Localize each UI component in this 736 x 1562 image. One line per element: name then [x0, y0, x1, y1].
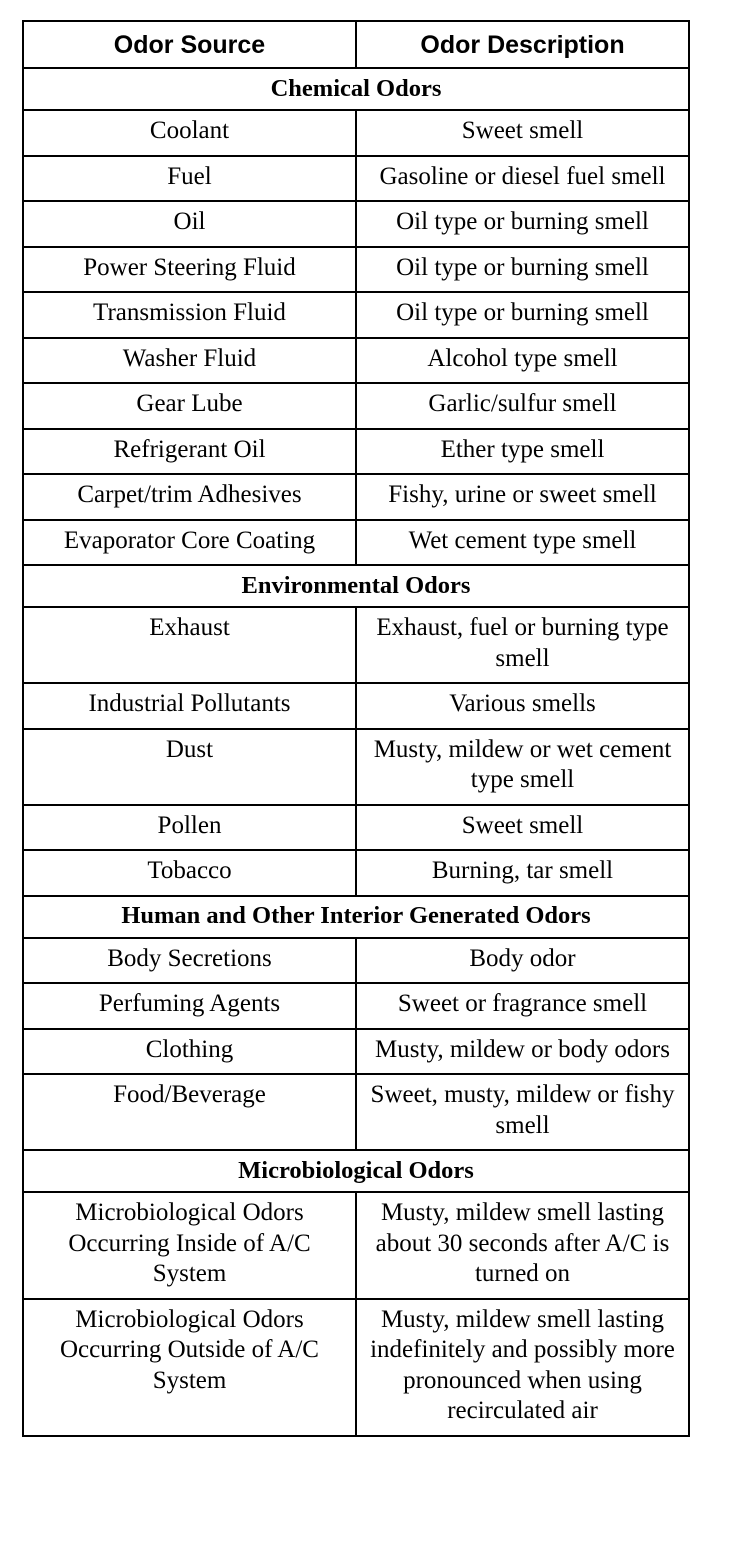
table-row	[23, 156, 689, 202]
odor-description-cell: Sweet or fragrance smell	[356, 983, 689, 1029]
odor-source-cell: Microbiological Odors Occurring Inside of A/C System	[23, 1192, 356, 1299]
odor-source-cell: Industrial Pollutants	[23, 683, 356, 729]
odor-source-cell: Carpet/trim Adhesives	[23, 474, 356, 520]
odor-description-cell: Burning, tar smell	[356, 850, 689, 896]
table-row	[23, 1029, 689, 1075]
odor-source-cell: Dust	[23, 729, 356, 805]
section-title: Chemical Odors	[23, 68, 689, 110]
header-odor-description: Odor Description	[356, 21, 689, 68]
odor-source-cell: Oil	[23, 201, 356, 247]
section-title: Microbiological Odors	[23, 1150, 689, 1192]
odor-source-cell: Transmission Fluid	[23, 292, 356, 338]
odor-description-cell: Exhaust, fuel or burning type smell	[356, 607, 689, 683]
table-row	[23, 429, 689, 475]
odor-source-cell: Evaporator Core Coating	[23, 520, 356, 566]
odor-table	[22, 20, 690, 1437]
odor-source-cell: Refrigerant Oil	[23, 429, 356, 475]
odor-description-cell: Sweet smell	[356, 805, 689, 851]
table-row	[23, 805, 689, 851]
table-row	[23, 1299, 689, 1436]
table-row	[23, 247, 689, 293]
odor-description-cell: Oil type or burning smell	[356, 201, 689, 247]
odor-source-cell: Power Steering Fluid	[23, 247, 356, 293]
section-header-row	[23, 68, 689, 110]
odor-source-cell: Coolant	[23, 110, 356, 156]
table-row	[23, 292, 689, 338]
odor-source-cell: Washer Fluid	[23, 338, 356, 384]
odor-source-cell: Clothing	[23, 1029, 356, 1075]
odor-source-cell: Perfuming Agents	[23, 983, 356, 1029]
odor-description-cell: Gasoline or diesel fuel smell	[356, 156, 689, 202]
odor-description-cell: Wet cement type smell	[356, 520, 689, 566]
odor-source-cell: Body Secretions	[23, 938, 356, 984]
odor-description-cell: Musty, mildew or body odors	[356, 1029, 689, 1075]
odor-description-cell: Sweet smell	[356, 110, 689, 156]
odor-description-cell: Musty, mildew smell lasting indefinitely and possibly more pronounced when using recirculated air	[356, 1299, 689, 1436]
table-row	[23, 110, 689, 156]
table-body	[23, 68, 689, 1436]
table-row	[23, 1192, 689, 1299]
table-row	[23, 850, 689, 896]
odor-description-cell: Musty, mildew smell lasting about 30 seconds after A/C is turned on	[356, 1192, 689, 1299]
odor-description-cell: Garlic/sulfur smell	[356, 383, 689, 429]
table-row	[23, 338, 689, 384]
section-title: Human and Other Interior Generated Odors	[23, 896, 689, 938]
table-row	[23, 474, 689, 520]
table-row	[23, 729, 689, 805]
odor-source-cell: Fuel	[23, 156, 356, 202]
section-header-row	[23, 565, 689, 607]
section-header-row	[23, 1150, 689, 1192]
odor-source-cell: Gear Lube	[23, 383, 356, 429]
table-row	[23, 383, 689, 429]
odor-source-cell: Tobacco	[23, 850, 356, 896]
table-row	[23, 938, 689, 984]
table-row	[23, 683, 689, 729]
table-row	[23, 201, 689, 247]
odor-description-cell: Various smells	[356, 683, 689, 729]
odor-description-cell: Oil type or burning smell	[356, 292, 689, 338]
table-row	[23, 607, 689, 683]
table-row	[23, 520, 689, 566]
odor-description-cell: Ether type smell	[356, 429, 689, 475]
section-title: Environmental Odors	[23, 565, 689, 607]
odor-source-cell: Food/Beverage	[23, 1074, 356, 1150]
odor-description-cell: Oil type or burning smell	[356, 247, 689, 293]
odor-description-cell: Sweet, musty, mildew or fishy smell	[356, 1074, 689, 1150]
table-row	[23, 983, 689, 1029]
section-header-row	[23, 896, 689, 938]
odor-source-cell: Exhaust	[23, 607, 356, 683]
header-odor-source: Odor Source	[23, 21, 356, 68]
odor-description-cell: Alcohol type smell	[356, 338, 689, 384]
odor-source-cell: Pollen	[23, 805, 356, 851]
odor-description-cell: Body odor	[356, 938, 689, 984]
odor-description-cell: Musty, mildew or wet cement type smell	[356, 729, 689, 805]
table-row	[23, 1074, 689, 1150]
header-row	[23, 21, 689, 68]
odor-source-cell: Microbiological Odors Occurring Outside of A/C System	[23, 1299, 356, 1436]
odor-description-cell: Fishy, urine or sweet smell	[356, 474, 689, 520]
